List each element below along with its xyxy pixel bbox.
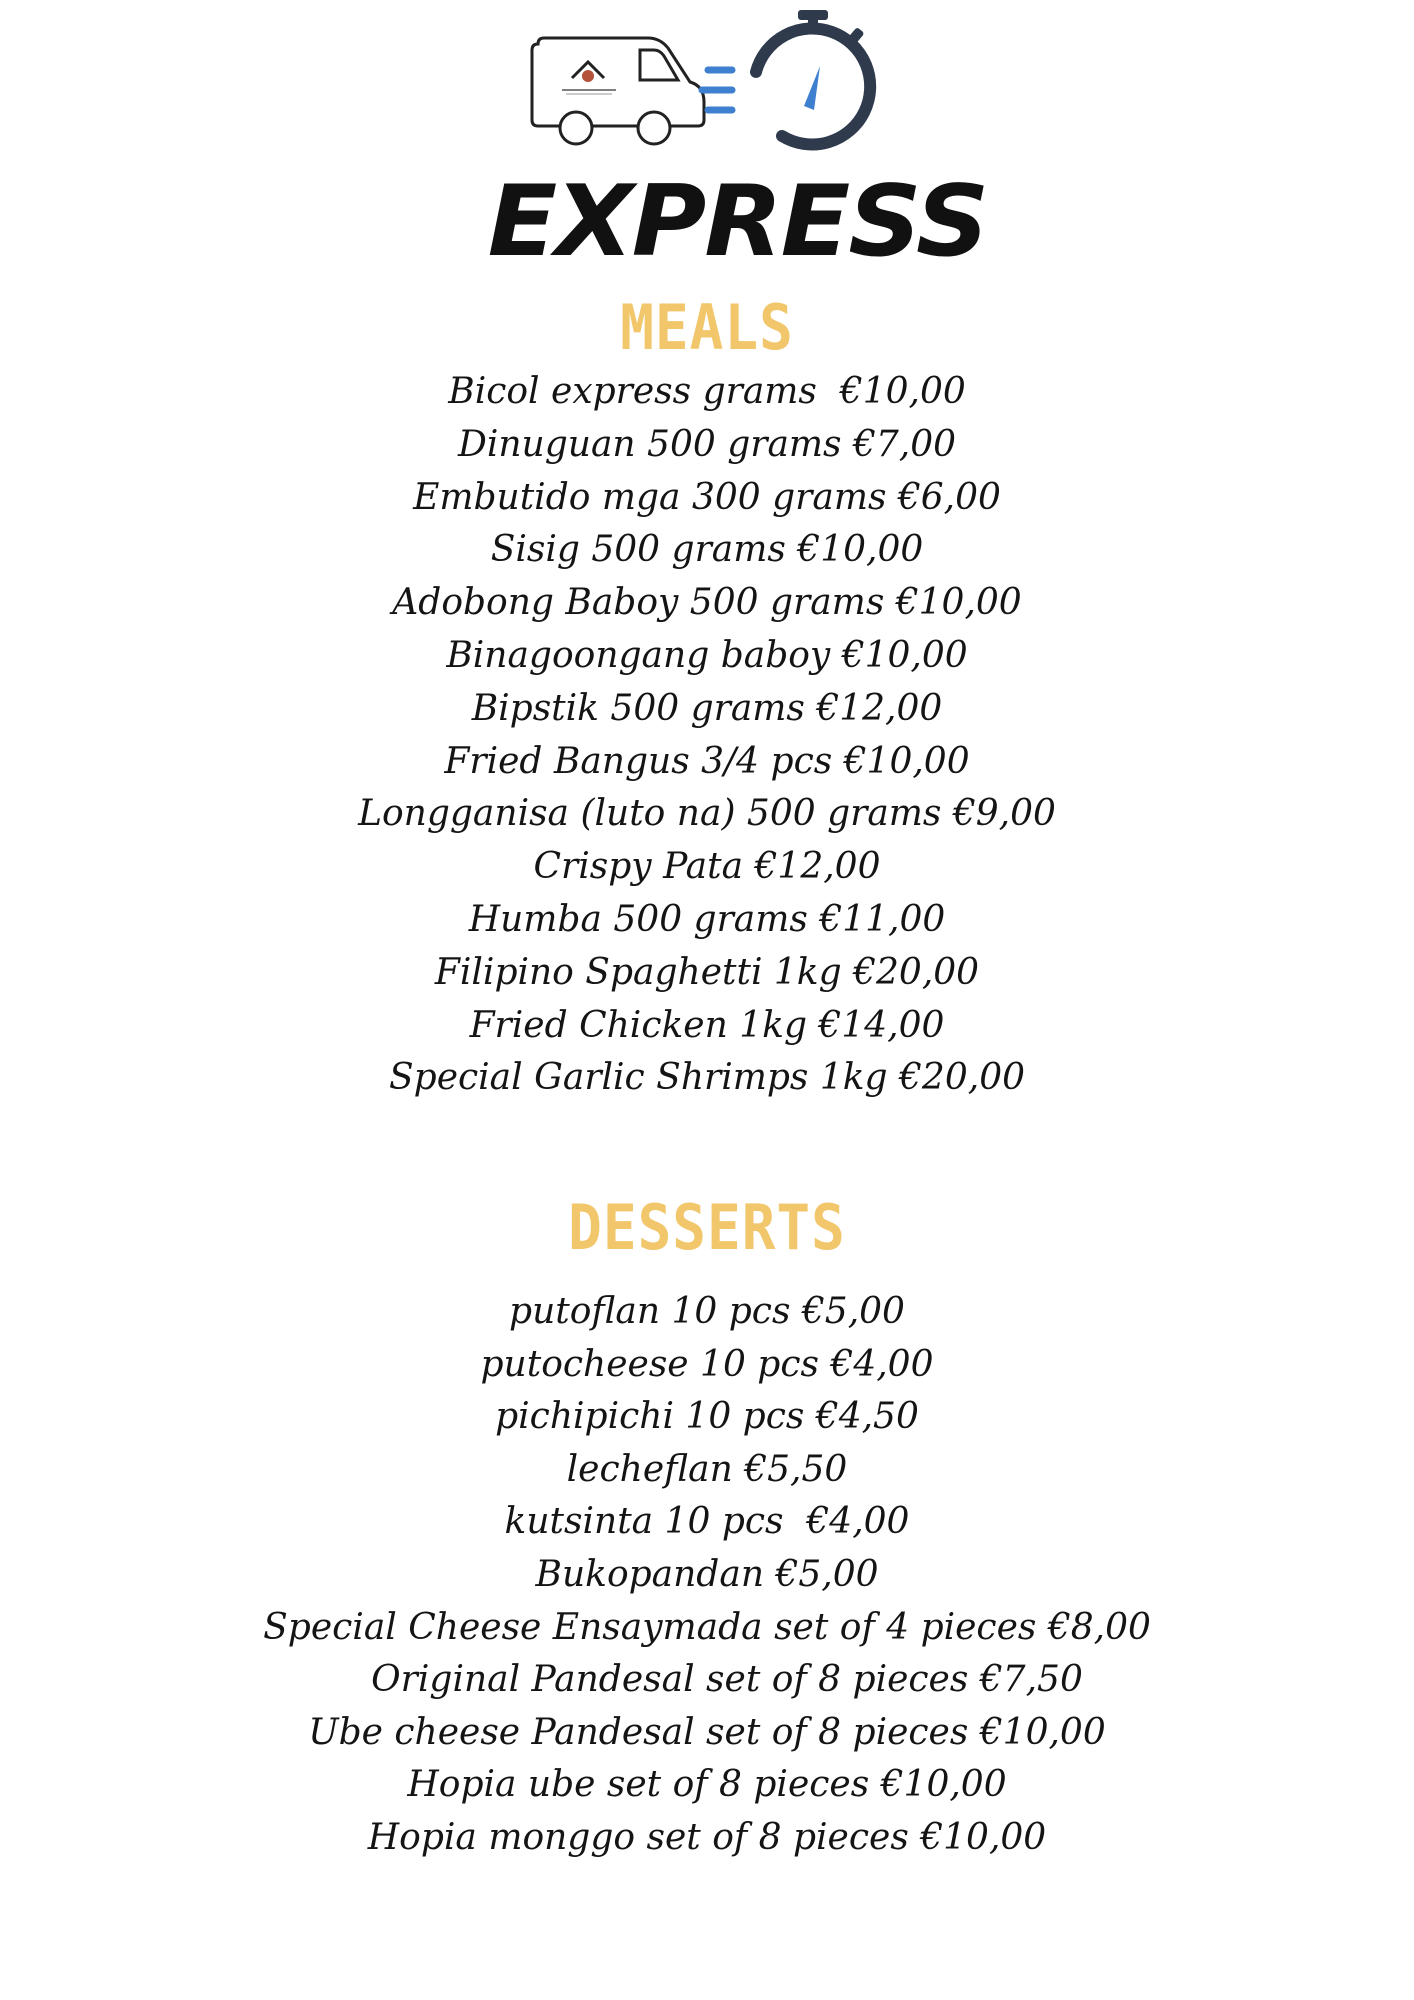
dessert-item: Bukopandan €5,00 bbox=[535, 1553, 879, 1595]
desserts-heading: DESSERTS bbox=[568, 1192, 846, 1265]
dessert-item: Ube cheese Pandesal set of 8 pieces €10,00 bbox=[308, 1711, 1106, 1753]
dessert-item: putoflan 10 pcs €5,00 bbox=[509, 1291, 905, 1332]
speed-lines-icon bbox=[702, 70, 732, 110]
brand-title: EXPRESS bbox=[487, 165, 988, 279]
dessert-item: Special Cheese Ensaymada set of 4 pieces €8,00 bbox=[263, 1606, 1151, 1648]
meal-item: Adobong Baboy 500 grams €10,00 bbox=[392, 582, 1022, 624]
dessert-item: pichipichi 10 pcs €4,50 bbox=[495, 1396, 919, 1438]
meal-item: Binagoongang baboy €10,00 bbox=[446, 634, 968, 676]
meals-list bbox=[0, 366, 1414, 1105]
meal-item: Special Garlic Shrimps 1kg €20,00 bbox=[388, 1057, 1025, 1099]
meal-item: Fried Chicken 1kg €14,00 bbox=[469, 1004, 945, 1046]
dessert-item: putocheese 10 pcs €4,00 bbox=[480, 1343, 934, 1385]
meal-item: Bipstik 500 grams €12,00 bbox=[471, 687, 943, 729]
meal-item: Filipino Spaghetti 1kg €20,00 bbox=[434, 951, 980, 993]
desserts-list bbox=[0, 1286, 1414, 1865]
meal-item: Dinuguan 500 grams €7,00 bbox=[457, 423, 957, 465]
meal-item: Longganisa (luto na) 500 grams €9,00 bbox=[358, 793, 1056, 835]
meal-item: Crispy Pata €12,00 bbox=[533, 846, 881, 888]
meal-item: Humba 500 grams €11,00 bbox=[468, 898, 946, 940]
meal-item: Sisig 500 grams €10,00 bbox=[490, 529, 924, 571]
delivery-van-stopwatch-icon bbox=[520, 10, 900, 170]
meals-heading: MEALS bbox=[620, 292, 794, 365]
dessert-item: Hopia ube set of 8 pieces €10,00 bbox=[407, 1764, 1007, 1806]
dessert-item: kutsinta 10 pcs €4,00 bbox=[504, 1501, 910, 1543]
dessert-item: Hopia monggo set of 8 pieces €10,00 bbox=[367, 1816, 1047, 1858]
meal-item: Embutido mga 300 grams €6,00 bbox=[413, 476, 1001, 518]
dessert-item: Original Pandesal set of 8 pieces €7,50 bbox=[371, 1659, 1083, 1701]
meal-item: Fried Bangus 3/4 pcs €10,00 bbox=[444, 740, 970, 782]
logo-graphic bbox=[520, 10, 900, 170]
meal-item: Bicol express grams €10,00 bbox=[448, 371, 966, 412]
dessert-item: lecheflan €5,50 bbox=[566, 1448, 848, 1490]
stopwatch-icon bbox=[756, 10, 870, 144]
